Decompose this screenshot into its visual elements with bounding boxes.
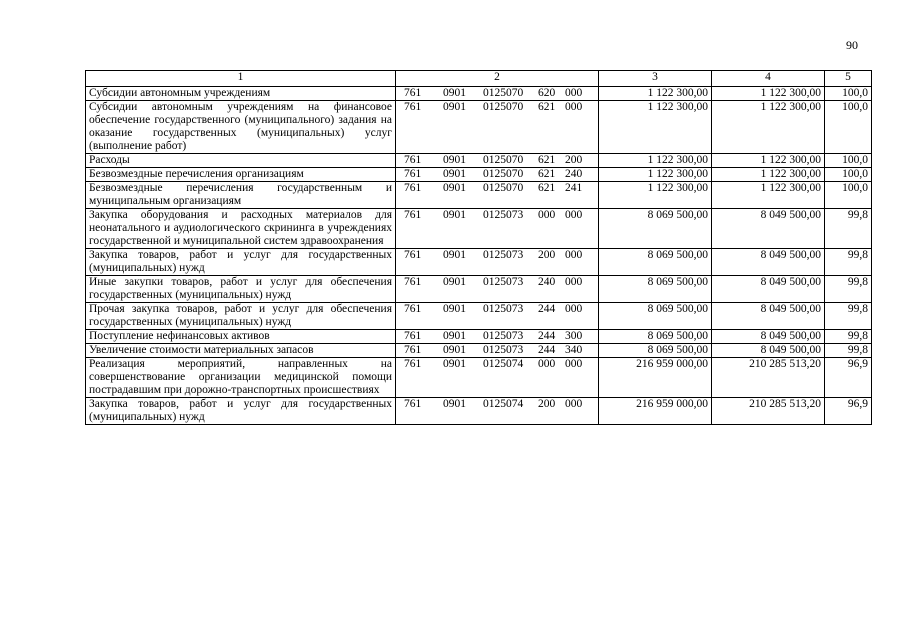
- row-percent: 99,8: [825, 303, 872, 330]
- code-admin: 761: [404, 209, 422, 221]
- code-admin: 761: [404, 358, 422, 370]
- code-section: 0901: [443, 330, 466, 342]
- code-kosgu: 240: [565, 168, 583, 180]
- column-header: 2: [396, 71, 599, 87]
- code-expense-type: 621: [538, 168, 556, 180]
- row-code: [396, 168, 599, 182]
- code-admin: 761: [404, 101, 422, 113]
- code-expense-type: 244: [538, 344, 556, 356]
- code-expense-type: 244: [538, 330, 556, 342]
- code-expense-type: 000: [538, 358, 556, 370]
- code-kosgu: 000: [565, 249, 583, 261]
- row-name: Поступление нефинансовых активов: [86, 330, 396, 344]
- code-article: 0125074: [483, 398, 524, 410]
- row-fact: 210 285 513,20: [712, 358, 825, 398]
- row-percent: 100,0: [825, 154, 872, 168]
- page-number: 90: [846, 38, 858, 52]
- row-name: Безвозмездные перечисления государственным и муниципальным организациям: [86, 182, 396, 209]
- row-fact: 8 049 500,00: [712, 330, 825, 344]
- row-fact: 210 285 513,20: [712, 398, 825, 425]
- row-plan: 8 069 500,00: [599, 330, 712, 344]
- row-percent: 99,8: [825, 276, 872, 303]
- code-article: 0125073: [483, 330, 524, 342]
- row-name: Субсидии автономным учреждениям: [86, 87, 396, 101]
- row-plan: 1 122 300,00: [599, 154, 712, 168]
- code-kosgu: 200: [565, 154, 583, 166]
- row-percent: 100,0: [825, 168, 872, 182]
- row-name: Закупка товаров, работ и услуг для государственных (муниципальных) нужд: [86, 398, 396, 425]
- column-header: 5: [825, 71, 872, 87]
- table-row: [86, 344, 872, 358]
- code-expense-type: 200: [538, 249, 556, 261]
- row-percent: 99,8: [825, 344, 872, 358]
- code-admin: 761: [404, 344, 422, 356]
- row-code: [396, 344, 599, 358]
- table-row: [86, 276, 872, 303]
- code-article: 0125074: [483, 358, 524, 370]
- code-expense-type: 244: [538, 303, 556, 315]
- code-section: 0901: [443, 398, 466, 410]
- table-row: [86, 398, 872, 425]
- code-expense-type: 620: [538, 87, 556, 99]
- row-code: [396, 303, 599, 330]
- code-kosgu: 000: [565, 101, 583, 113]
- code-section: 0901: [443, 87, 466, 99]
- code-article: 0125070: [483, 182, 524, 194]
- code-kosgu: 000: [565, 276, 583, 288]
- code-kosgu: 000: [565, 358, 583, 370]
- row-percent: 99,8: [825, 249, 872, 276]
- code-kosgu: 241: [565, 182, 583, 194]
- code-section: 0901: [443, 168, 466, 180]
- code-section: 0901: [443, 249, 466, 261]
- code-admin: 761: [404, 87, 422, 99]
- row-plan: 216 959 000,00: [599, 358, 712, 398]
- row-plan: 1 122 300,00: [599, 168, 712, 182]
- code-section: 0901: [443, 209, 466, 221]
- row-fact: 8 049 500,00: [712, 209, 825, 249]
- code-article: 0125073: [483, 344, 524, 356]
- table-row: [86, 330, 872, 344]
- table-row: [86, 358, 872, 398]
- row-code: [396, 358, 599, 398]
- table-row: [86, 249, 872, 276]
- code-admin: 761: [404, 168, 422, 180]
- row-percent: 100,0: [825, 182, 872, 209]
- column-header: 3: [599, 71, 712, 87]
- row-code: [396, 209, 599, 249]
- row-plan: 216 959 000,00: [599, 398, 712, 425]
- table-row: [86, 87, 872, 101]
- column-header: 4: [712, 71, 825, 87]
- table-row: [86, 303, 872, 330]
- code-article: 0125073: [483, 303, 524, 315]
- code-admin: 761: [404, 276, 422, 288]
- row-percent: 96,9: [825, 398, 872, 425]
- code-article: 0125073: [483, 276, 524, 288]
- code-article: 0125070: [483, 154, 524, 166]
- code-admin: 761: [404, 330, 422, 342]
- table-header-row: [86, 71, 872, 87]
- code-section: 0901: [443, 101, 466, 113]
- row-plan: 8 069 500,00: [599, 344, 712, 358]
- code-expense-type: 200: [538, 398, 556, 410]
- table-row: [86, 209, 872, 249]
- row-plan: 1 122 300,00: [599, 182, 712, 209]
- row-fact: 8 049 500,00: [712, 303, 825, 330]
- row-plan: 1 122 300,00: [599, 101, 712, 154]
- code-expense-type: 000: [538, 209, 556, 221]
- row-name: Закупка оборудования и расходных материалов для неонатального и аудиологического скрининга в учреждениях государственной и муниципальной систем здравоохранения: [86, 209, 396, 249]
- row-name: Иные закупки товаров, работ и услуг для обеспечения государственных (муниципальных) нужд: [86, 276, 396, 303]
- table-row: [86, 168, 872, 182]
- code-kosgu: 300: [565, 330, 583, 342]
- row-percent: 100,0: [825, 101, 872, 154]
- row-name: Увеличение стоимости материальных запасов: [86, 344, 396, 358]
- row-percent: 99,8: [825, 209, 872, 249]
- code-admin: 761: [404, 182, 422, 194]
- row-code: [396, 182, 599, 209]
- code-section: 0901: [443, 344, 466, 356]
- code-kosgu: 000: [565, 209, 583, 221]
- table-row: [86, 182, 872, 209]
- code-admin: 761: [404, 398, 422, 410]
- code-article: 0125070: [483, 168, 524, 180]
- table-row: [86, 101, 872, 154]
- code-article: 0125073: [483, 209, 524, 221]
- code-kosgu: 000: [565, 303, 583, 315]
- row-percent: 99,8: [825, 330, 872, 344]
- code-kosgu: 000: [565, 87, 583, 99]
- row-name: Прочая закупка товаров, работ и услуг для обеспечения государственных (муниципальных) нужд: [86, 303, 396, 330]
- row-code: [396, 87, 599, 101]
- row-name: Безвозмездные перечисления организациям: [86, 168, 396, 182]
- code-kosgu: 340: [565, 344, 583, 356]
- code-section: 0901: [443, 358, 466, 370]
- row-code: [396, 249, 599, 276]
- table-row: [86, 154, 872, 168]
- code-kosgu: 000: [565, 398, 583, 410]
- row-plan: 1 122 300,00: [599, 87, 712, 101]
- row-code: [396, 154, 599, 168]
- code-expense-type: 621: [538, 154, 556, 166]
- row-name: Расходы: [86, 154, 396, 168]
- row-fact: 1 122 300,00: [712, 182, 825, 209]
- row-name: Закупка товаров, работ и услуг для государственных (муниципальных) нужд: [86, 249, 396, 276]
- row-name: Реализация мероприятий, направленных на совершенствование организации медицинской помощи пострадавшим при дорожно-транспортных происшествиях: [86, 358, 396, 398]
- code-expense-type: 621: [538, 182, 556, 194]
- row-code: [396, 398, 599, 425]
- code-admin: 761: [404, 249, 422, 261]
- row-plan: 8 069 500,00: [599, 209, 712, 249]
- column-header: 1: [86, 71, 396, 87]
- code-section: 0901: [443, 303, 466, 315]
- code-admin: 761: [404, 154, 422, 166]
- budget-table: [85, 70, 872, 425]
- row-fact: 8 049 500,00: [712, 249, 825, 276]
- row-code: [396, 330, 599, 344]
- row-code: [396, 101, 599, 154]
- row-fact: 1 122 300,00: [712, 87, 825, 101]
- row-percent: 100,0: [825, 87, 872, 101]
- code-expense-type: 621: [538, 101, 556, 113]
- code-article: 0125070: [483, 87, 524, 99]
- row-plan: 8 069 500,00: [599, 303, 712, 330]
- row-fact: 8 049 500,00: [712, 344, 825, 358]
- row-fact: 1 122 300,00: [712, 101, 825, 154]
- row-code: [396, 276, 599, 303]
- code-section: 0901: [443, 182, 466, 194]
- code-admin: 761: [404, 303, 422, 315]
- code-section: 0901: [443, 276, 466, 288]
- row-plan: 8 069 500,00: [599, 249, 712, 276]
- row-fact: 1 122 300,00: [712, 168, 825, 182]
- row-plan: 8 069 500,00: [599, 276, 712, 303]
- code-expense-type: 240: [538, 276, 556, 288]
- code-section: 0901: [443, 154, 466, 166]
- row-fact: 1 122 300,00: [712, 154, 825, 168]
- row-name: Субсидии автономным учреждениям на финансовое обеспечение государственного (муниципального) задания на оказание государственных (муниципальных) услуг (выполнение работ): [86, 101, 396, 154]
- row-percent: 96,9: [825, 358, 872, 398]
- code-article: 0125070: [483, 101, 524, 113]
- row-fact: 8 049 500,00: [712, 276, 825, 303]
- code-article: 0125073: [483, 249, 524, 261]
